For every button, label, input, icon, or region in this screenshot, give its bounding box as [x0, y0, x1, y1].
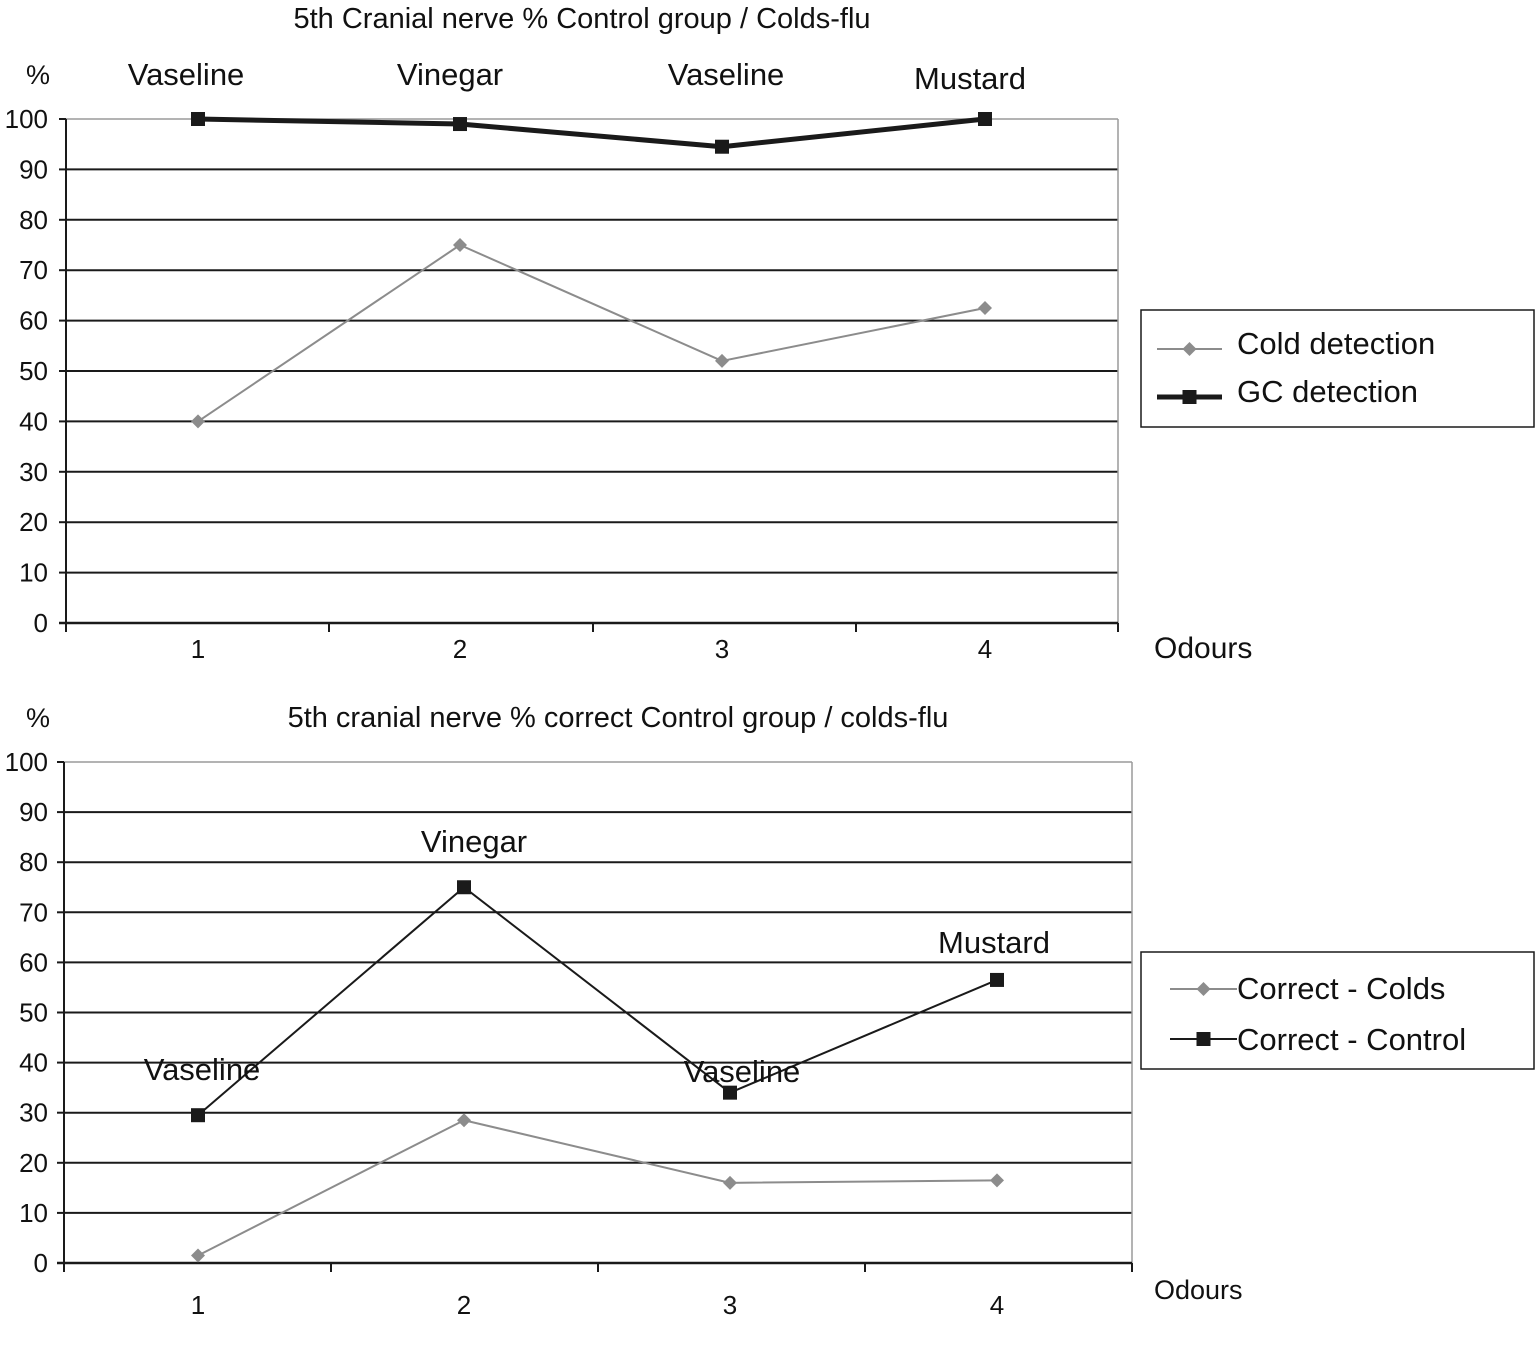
chart-title: 5th Cranial nerve % Control group / Colds-flu: [293, 3, 871, 35]
x-tick-label: 3: [714, 634, 730, 664]
x-tick-label: 1: [190, 634, 206, 664]
chart-detection: [5, 3, 1534, 665]
legend-label: Correct - Control: [1237, 1022, 1467, 1057]
data-point-diamond: [978, 301, 992, 315]
data-point-diamond: [990, 1173, 1004, 1187]
data-point-diamond: [191, 1248, 205, 1262]
x-tick-label: 1: [190, 1290, 206, 1320]
series-group: [191, 880, 1004, 1262]
chart-title: 5th cranial nerve % correct Control group / colds-flu: [287, 702, 949, 734]
y-tick-label: 60: [19, 305, 48, 336]
x-tick-labels: [191, 634, 992, 664]
y-tick-label: 40: [19, 406, 48, 437]
y-tick-label: 60: [19, 947, 48, 978]
odour-annotation: Vinegar: [420, 824, 528, 859]
odour-annotation: Mustard: [938, 925, 1050, 960]
series-line: [198, 245, 985, 421]
data-point-diamond: [453, 238, 467, 252]
annotations: [128, 57, 1026, 96]
legend-square-marker: [1183, 390, 1197, 404]
y-tick-label: 40: [19, 1047, 48, 1078]
series-line: [198, 119, 985, 147]
data-point-diamond: [715, 354, 729, 368]
data-point-square: [715, 140, 729, 154]
data-point-diamond: [191, 414, 205, 428]
y-tick-label: 70: [19, 897, 48, 928]
y-tick-label: 0: [33, 608, 48, 638]
y-tick-label: 20: [19, 1147, 48, 1178]
legend: [1141, 310, 1534, 427]
gridlines: [64, 762, 1132, 1213]
chart-correct: [5, 702, 1534, 1320]
series-line: [198, 1120, 997, 1255]
y-tick-label: 90: [19, 154, 48, 185]
data-point-diamond: [457, 1113, 471, 1127]
x-axis-label: Odours: [1154, 632, 1253, 665]
y-tick-label: 100: [4, 747, 48, 777]
data-point-square: [191, 1108, 205, 1122]
x-tick-label: 4: [989, 1290, 1005, 1320]
legend-label: GC detection: [1237, 374, 1418, 409]
y-axis-unit-label: %: [25, 60, 51, 90]
legend-square-marker: [1197, 1032, 1211, 1046]
gridlines: [66, 119, 1118, 573]
annotations: [144, 824, 1050, 1089]
y-tick-label: 90: [19, 797, 48, 828]
y-tick-labels: [5, 747, 48, 1278]
y-tick-label: 0: [33, 1248, 48, 1278]
odour-annotation: Vaseline: [683, 1054, 801, 1089]
data-point-square: [191, 112, 205, 126]
odour-annotation: Mustard: [914, 61, 1026, 96]
odour-annotation: Vaseline: [143, 1052, 261, 1087]
x-tick-label: 2: [456, 1290, 472, 1320]
y-axis-unit-label: %: [25, 703, 51, 733]
x-tick-label: 3: [722, 1290, 738, 1320]
y-tick-label: 50: [19, 997, 48, 1028]
odour-annotation: Vaseline: [127, 57, 245, 92]
y-tick-label: 10: [19, 1197, 48, 1228]
x-tick-label: 2: [452, 634, 468, 664]
legend-label: Cold detection: [1237, 326, 1436, 361]
axes: [59, 119, 1118, 632]
series-line: [198, 887, 997, 1115]
axes: [57, 762, 1132, 1272]
y-tick-label: 30: [19, 456, 48, 487]
x-tick-label: 4: [977, 634, 993, 664]
odour-annotation: Vinegar: [396, 57, 504, 92]
data-point-square: [457, 880, 471, 894]
data-point-square: [990, 973, 1004, 987]
y-tick-labels: [5, 104, 48, 638]
legend-label: Correct - Colds: [1237, 971, 1446, 1006]
y-tick-label: 10: [19, 557, 48, 588]
data-point-square: [453, 117, 467, 131]
y-tick-label: 30: [19, 1097, 48, 1128]
y-tick-label: 50: [19, 356, 48, 386]
y-tick-label: 20: [19, 507, 48, 538]
x-axis-label: Odours: [1154, 1275, 1243, 1305]
legend: [1141, 952, 1534, 1069]
y-tick-label: 80: [19, 847, 48, 878]
y-tick-label: 100: [4, 104, 48, 134]
y-tick-label: 70: [19, 255, 48, 286]
odour-annotation: Vaseline: [667, 57, 785, 92]
x-tick-labels: [191, 1290, 1004, 1320]
y-tick-label: 80: [19, 204, 48, 235]
data-point-diamond: [723, 1176, 737, 1190]
data-point-square: [978, 112, 992, 126]
